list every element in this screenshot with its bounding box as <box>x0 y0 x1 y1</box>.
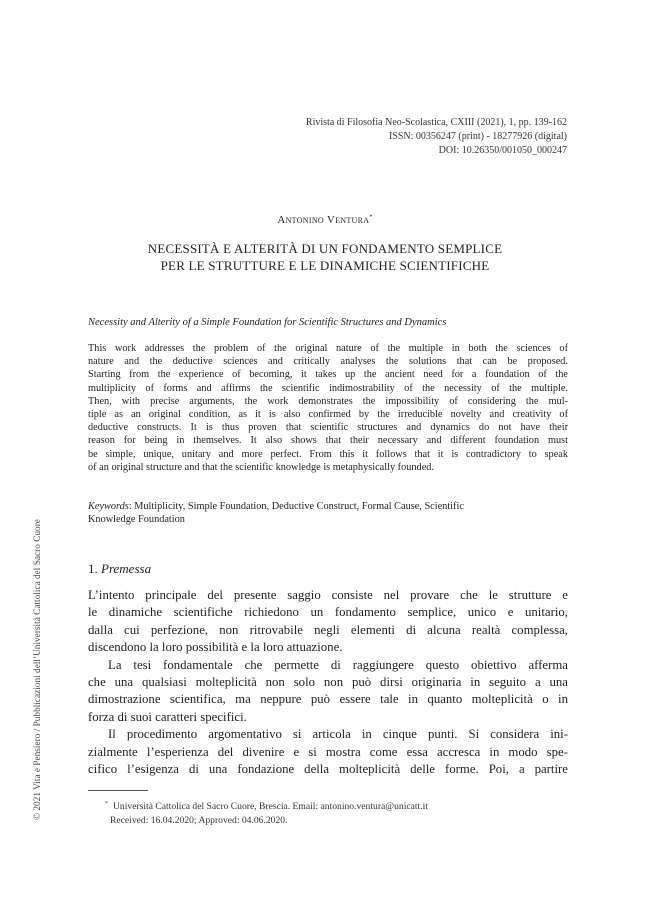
body-line: discendono la loro possibilità e la loro attuazione. <box>88 640 343 655</box>
body-line: forza di suoi caratteri specifici. <box>88 709 247 724</box>
footnote-line-2: Received: 16.04.2020; Approved: 04.06.2020. <box>110 815 288 827</box>
keywords-list: : Multiplicity, Simple Foundation, Deductive Construct, Formal Cause, Scientific <box>128 501 464 512</box>
body-line: che una qualsiasi molteplicità non solo non può dirsi originaria in seguito a una <box>88 675 568 690</box>
footnote-mark: * <box>105 801 108 807</box>
body-line: Il procedimento argomentativo si articola in cinque punti. Si considera ini- <box>108 727 568 742</box>
body-line: dimostrazione scientifica, ma neppure può essere tale in quanto molteplicità o in <box>88 692 568 707</box>
abstract <box>88 342 568 474</box>
author-footnote-mark[interactable]: * <box>369 214 373 221</box>
article-title <box>80 240 570 274</box>
journal-info <box>227 116 567 158</box>
journal-issn: ISSN: 00356247 (print) - 18277926 (digital) <box>388 131 567 142</box>
section-number: 1. <box>88 561 98 576</box>
footnote <box>105 797 570 828</box>
abstract-line: nature and the deductive sciences and critically analyses the solutions that can be proposed. <box>88 356 568 368</box>
keywords-line-1 <box>88 500 568 513</box>
english-title: Necessity and Alterity of a Simple Foundation for Scientific Structures and Dynamics <box>88 317 447 328</box>
body-line: zialmente l’esperienza del divenire e si mostra come essa accresca in modo spe- <box>88 744 568 759</box>
keywords <box>88 500 568 526</box>
abstract-line: This work addresses the problem of the original nature of the multiple in both the sciences of <box>88 343 568 354</box>
journal-doi: DOI: 10.26350/001050_000247 <box>438 145 567 156</box>
abstract-line: Starting from the experience of becoming, it takes up the ancient need for a foundation of the <box>88 369 568 381</box>
article-title-line-1: NECESSITÀ E ALTERITÀ DI UN FONDAMENTO SEMPLICE <box>147 241 503 256</box>
footnote-line-1 <box>105 797 570 814</box>
author-name <box>0 214 650 226</box>
keywords-line-2: Knowledge Foundation <box>88 514 185 526</box>
abstract-line: tiple as an original condition, as it is also confirmed by the irreducible novelty and creativity of <box>88 409 568 421</box>
keywords-label: Keywords <box>88 501 129 512</box>
abstract-line: deductive constructs. It is thus proven that scientific structures and dynamics do not have their <box>88 422 568 434</box>
body-line: cifico l’esigenza di una fondazione della molteplicità delle forme. Poi, a partire <box>88 762 568 777</box>
body-line: L’intento principale del presente saggio consiste nel provare che le strutture e <box>88 588 568 602</box>
abstract-line: reason for being in themselves. It also shows that their necessary and different foundation must <box>88 435 568 447</box>
footnote-divider <box>88 790 148 791</box>
abstract-line: be simple, unique, unitary and more perfect. From this it follows that it is contradictory to speak <box>88 448 568 460</box>
abstract-line: of an original structure and that the scientific knowledge is metaphysically founded. <box>88 461 434 473</box>
article-title-line-2: PER LE STRUTTURE E LE DINAMICHE SCIENTIFICHE <box>160 258 490 273</box>
section-title: Premessa <box>101 561 152 576</box>
body-line: La tesi fondamentale che permette di raggiungere questo obiettivo afferma <box>108 657 568 672</box>
copyright-notice: © 2021 Vita e Pensiero / Pubblicazioni dell’Università Cattolica del Sacro Cuore <box>33 519 43 820</box>
section-heading <box>88 561 151 577</box>
journal-citation: Rivista di Filosofia Neo-Scolastica, CXIII (2021), 1, pp. 139-162 <box>305 117 567 128</box>
body-line: dalla cui perfezione, non ritrovabile negli elementi di alcuna realtà complessa, <box>88 622 568 637</box>
author-name-text: Antonino Ventura <box>277 214 370 226</box>
abstract-line: Then, with precise arguments, the work demonstrates the impossibility of considering the mul- <box>88 395 568 407</box>
footnote-affiliation: Università Cattolica del Sacro Cuore, Brescia. Email: antonino.ventura@unicatt.it <box>113 801 428 813</box>
body-line: le dinamiche scientifiche richiedono un fondamento semplice, unico e unitario, <box>88 605 568 620</box>
body-text <box>88 587 568 778</box>
abstract-line: multiplicity of forms and affirms the scientific indimostrability of the necessity of the multiple. <box>88 382 568 394</box>
